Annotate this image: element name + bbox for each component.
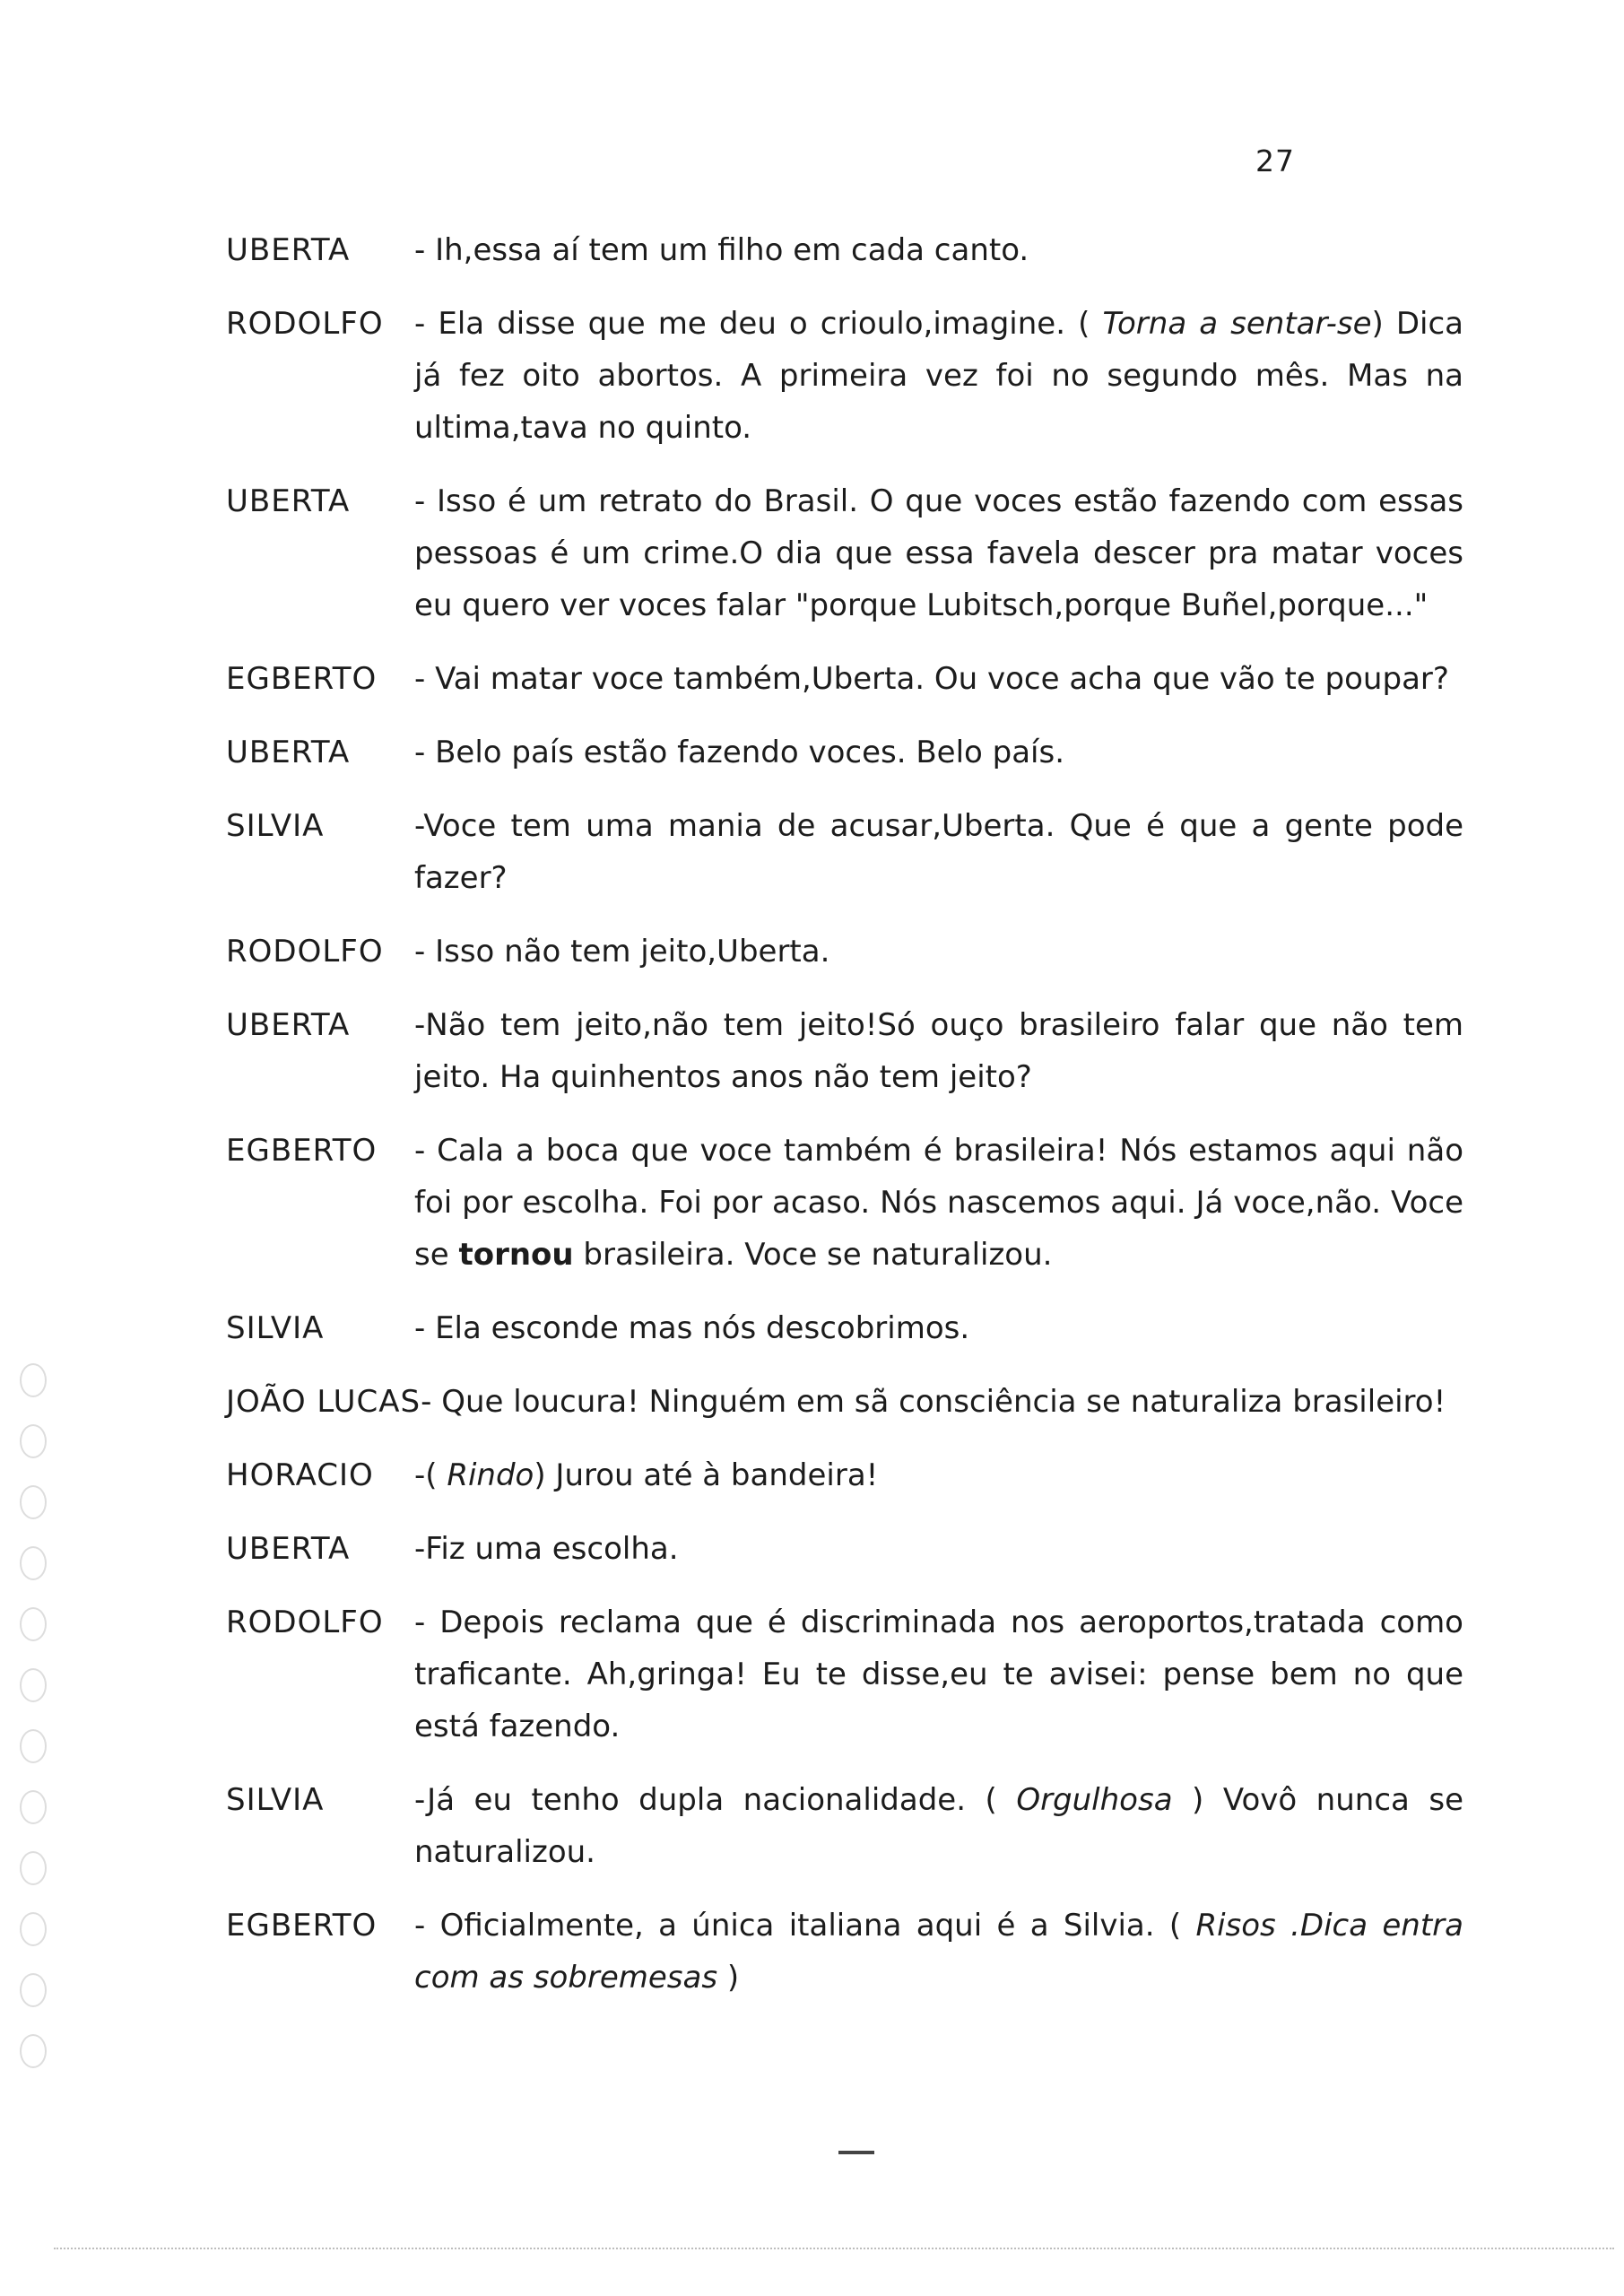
- speaker-name: EGBERTO: [226, 1133, 378, 1169]
- stage-direction: Risos .Dica entra com as sobremesas: [414, 1908, 1463, 1996]
- speaker-name: UBERTA: [226, 1007, 351, 1043]
- stage-direction: Orgulhosa: [1016, 1782, 1173, 1818]
- speaker-name: UBERTA: [226, 735, 351, 770]
- speech-text: [414, 653, 1463, 705]
- speech-text: [414, 1596, 1463, 1752]
- speech-fragment: -Não tem jeito,não tem jeito!Só ouço brasileiro falar que não tem jeito. Ha quinhentos anos não tem jeito?: [414, 1007, 1463, 1095]
- speaker-name: SILVIA: [226, 1310, 325, 1346]
- dialogue-line: [226, 1774, 1463, 1878]
- binder-hole-icon: [20, 1851, 47, 1885]
- dialogue-line: [226, 1125, 1463, 1281]
- speech-fragment: ) Vovô nunca se naturalizou.: [414, 1782, 1463, 1870]
- binder-hole-icon: [20, 1973, 47, 2007]
- speech-fragment: ) Jurou até à bandeira!: [534, 1457, 879, 1493]
- dialogue-line: [226, 926, 1463, 978]
- stage-direction: Torna a sentar-se: [1102, 306, 1372, 342]
- binder-hole-icon: [20, 1485, 47, 1519]
- speech-fragment: -(: [414, 1457, 447, 1493]
- binder-hole-icon: [20, 1363, 47, 1397]
- speaker-name: EGBERTO: [226, 661, 378, 697]
- speech-fragment: - Ela disse que me deu o crioulo,imagine. (: [414, 306, 1103, 342]
- speech-fragment: - Ih,essa aí tem um filho em cada canto.: [414, 232, 1029, 268]
- speech-fragment: - Depois reclama que é discriminada nos aeroportos,tratada como traficante. Ah,gringa! Eu te disse,eu te avisei: pense bem no que está fazendo.: [414, 1605, 1463, 1744]
- dialogue-line: [226, 726, 1463, 778]
- speech-text: [414, 475, 1463, 631]
- binder-hole-icon: [20, 1790, 47, 1824]
- speech-fragment: - Isso é um retrato do Brasil. O que voces estão fazendo com essas pessoas é um crime.O dia que essa favela descer pra matar voces eu quero ver voces falar "porque Lubitsch,porque Buñel,porque...": [414, 483, 1463, 623]
- dialogue-line: [226, 800, 1463, 904]
- binder-hole-icon: [20, 2034, 47, 2068]
- binder-hole-icon: [20, 1607, 47, 1641]
- dialogue-line: [226, 1449, 1463, 1501]
- speech-fragment: - Oficialmente, a única italiana aqui é a Silvia. (: [414, 1908, 1196, 1944]
- speaker-name: UBERTA: [226, 1531, 351, 1567]
- speech-fragment: -Voce tem uma mania de acusar,Uberta. Que é que a gente pode fazer?: [414, 808, 1463, 896]
- speaker-name: EGBERTO: [226, 1908, 378, 1944]
- binder-hole-icon: [20, 1546, 47, 1580]
- footer-mark: [838, 2151, 874, 2154]
- speech-text: [414, 1125, 1463, 1281]
- speaker-name: UBERTA: [226, 232, 351, 268]
- speech-fragment: -Fiz uma escolha.: [414, 1531, 679, 1567]
- binder-hole-icon: [20, 1424, 47, 1458]
- dialogue-line: [226, 298, 1463, 454]
- speaker-name: RODOLFO: [226, 306, 384, 342]
- speech-fragment: ) Dica já fez oito abortos. A primeira vez foi no segundo mês. Mas na ultima,tava no quinto.: [414, 306, 1464, 446]
- dialogue-line: [226, 475, 1463, 631]
- speech-text: [414, 1302, 1463, 1354]
- speech-fragment: -Já eu tenho dupla nacionalidade. (: [414, 1782, 1017, 1818]
- script-dialogue: [226, 224, 1463, 2004]
- dialogue-line: [226, 653, 1463, 705]
- dialogue-line: [226, 1900, 1463, 2004]
- page-number: 27: [1255, 144, 1295, 178]
- binder-hole-icon: [20, 1912, 47, 1946]
- dialogue-line: [226, 1376, 1463, 1428]
- dialogue-line: [226, 224, 1463, 276]
- speaker-name: SILVIA: [226, 1782, 325, 1818]
- speech-text: [414, 999, 1463, 1103]
- binder-hole-icon: [20, 1729, 47, 1763]
- speech-fragment: - Que loucura! Ninguém em sã consciência se naturaliza brasileiro!: [421, 1384, 1446, 1420]
- speech-text: [414, 298, 1463, 454]
- dialogue-line: [226, 999, 1463, 1103]
- speaker-name: RODOLFO: [226, 934, 384, 970]
- speech-fragment: brasileira. Voce se naturalizou.: [573, 1237, 1053, 1273]
- dialogue-line: [226, 1596, 1463, 1752]
- speech-fragment: - Ela esconde mas nós descobrimos.: [414, 1310, 970, 1346]
- speech-text: [421, 1376, 1463, 1428]
- dialogue-line: [226, 1302, 1463, 1354]
- speech-fragment: - Belo país estão fazendo voces. Belo país.: [414, 735, 1065, 770]
- binder-hole-icon: [20, 1668, 47, 1702]
- speech-text: [414, 1900, 1463, 2004]
- speaker-name: HORACIO: [226, 1457, 374, 1493]
- footer-rule: [54, 2248, 1614, 2249]
- speech-fragment: - Cala a boca que voce também é brasileira! Nós estamos aqui não foi por escolha. Foi por acaso. Nós nascemos aqui. Já voce,não. Voce se: [414, 1133, 1463, 1273]
- speech-fragment: ): [717, 1960, 740, 1996]
- emphasis-text: tornou: [458, 1237, 574, 1273]
- speech-text: [414, 800, 1463, 904]
- speaker-name: UBERTA: [226, 483, 351, 519]
- speaker-name: SILVIA: [226, 808, 325, 844]
- speaker-name: RODOLFO: [226, 1605, 384, 1640]
- stage-direction: Rindo: [447, 1457, 534, 1493]
- speech-text: [414, 1449, 1463, 1501]
- speech-fragment: - Vai matar voce também,Uberta. Ou voce acha que vão te poupar?: [414, 661, 1449, 697]
- speech-text: [414, 1523, 1463, 1575]
- speech-text: [414, 726, 1463, 778]
- speech-text: [414, 926, 1463, 978]
- speaker-name: JOÃO LUCAS: [226, 1384, 421, 1420]
- binder-holes: [20, 1363, 56, 2095]
- speech-text: [414, 1774, 1463, 1878]
- dialogue-line: [226, 1523, 1463, 1575]
- speech-fragment: - Isso não tem jeito,Uberta.: [414, 934, 830, 970]
- speech-text: [414, 224, 1463, 276]
